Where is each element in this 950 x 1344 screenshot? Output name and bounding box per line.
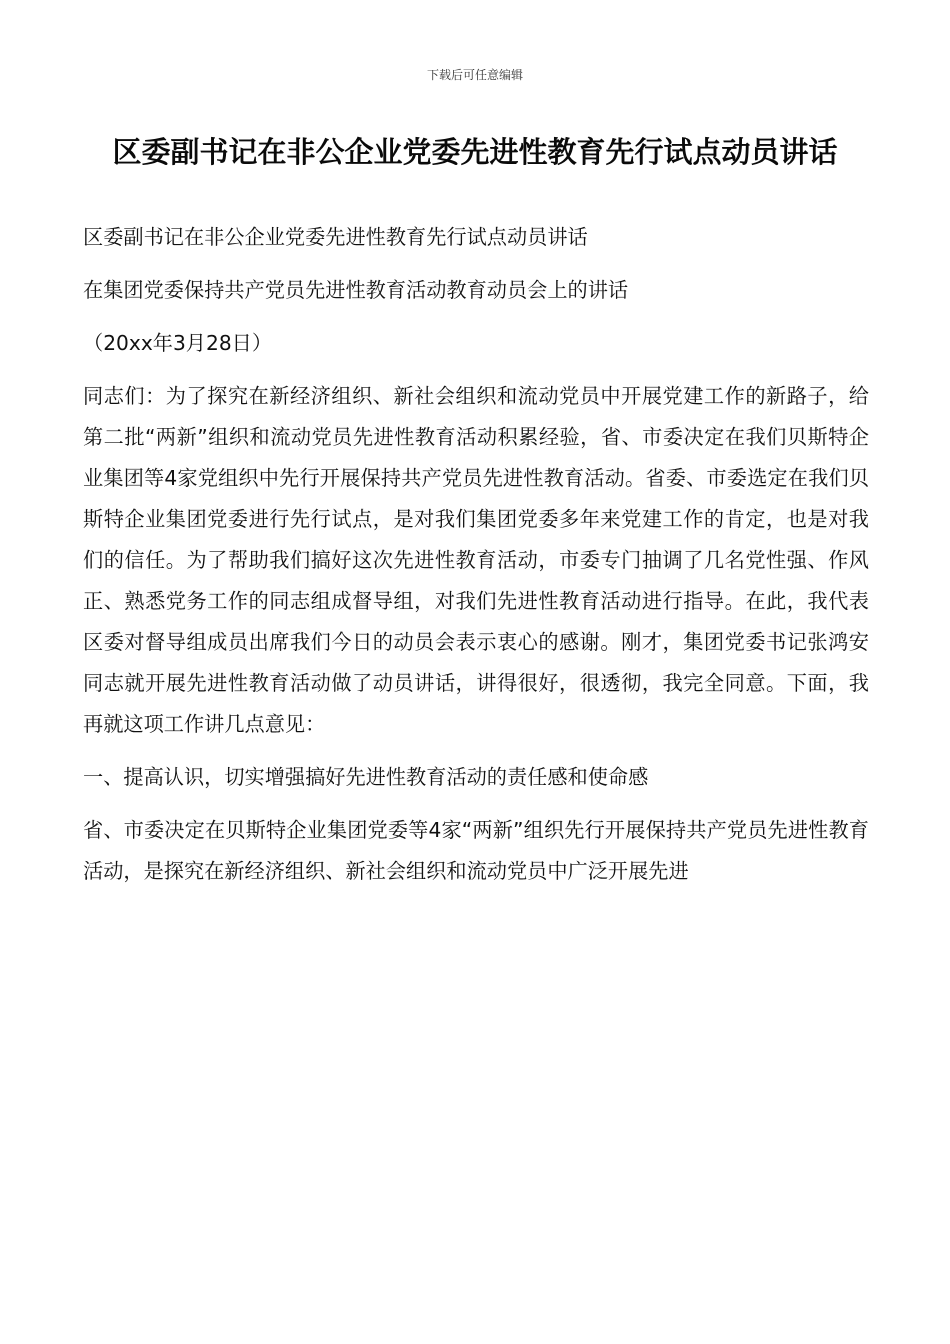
section-heading-1: 一、提高认识，切实增强搞好先进性教育活动的责任感和使命感 <box>83 765 649 789</box>
paragraph-section-1: 省、市委决定在贝斯特企业集团党委等4家“两新”组织先行开展保持共产党员先进性教育活动，是探究在新经济组织、新社会组织和流动党员中广泛开展先进 <box>83 818 869 883</box>
document-body <box>83 217 869 892</box>
paragraph-date: （20xx年3月28日） <box>83 331 273 355</box>
document-title: 区委副书记在非公企业党委先进性教育先行试点动员讲话 <box>112 135 838 169</box>
paragraph-opening: 同志们：为了探究在新经济组织、新社会组织和流动党员中开展党建工作的新路子，给第二批“两新”组织和流动党员先进性教育活动积累经验，省、市委决定在我们贝斯特企业集团等4家党组织中先行开展保持共产党员先进性教育活动。省委、市委选定在我们贝斯特企业集团党委进行先行试点，是对我们集团党委多年来党建工作的肯定，也是对我们的信任。为了帮助我们搞好这次先进性教育活动，市委专门抽调了几名党性强、作风正、熟悉党务工作的同志组成督导组，对我们先进性教育活动进行指导。在此，我代表区委对督导组成员出席我们今日的动员会表示衷心的感谢。刚才，集团党委书记张鸿安同志就开展先进性教育活动做了动员讲话，讲得很好，很透彻，我完全同意。下面，我再就这项工作讲几点意见： <box>83 384 869 736</box>
paragraph-occasion: 在集团党委保持共产党员先进性教育活动教育动员会上的讲话 <box>83 278 629 302</box>
header-note: 下载后可任意编辑 <box>426 68 523 82</box>
paragraph-subtitle: 区委副书记在非公企业党委先进性教育先行试点动员讲话 <box>83 225 588 249</box>
